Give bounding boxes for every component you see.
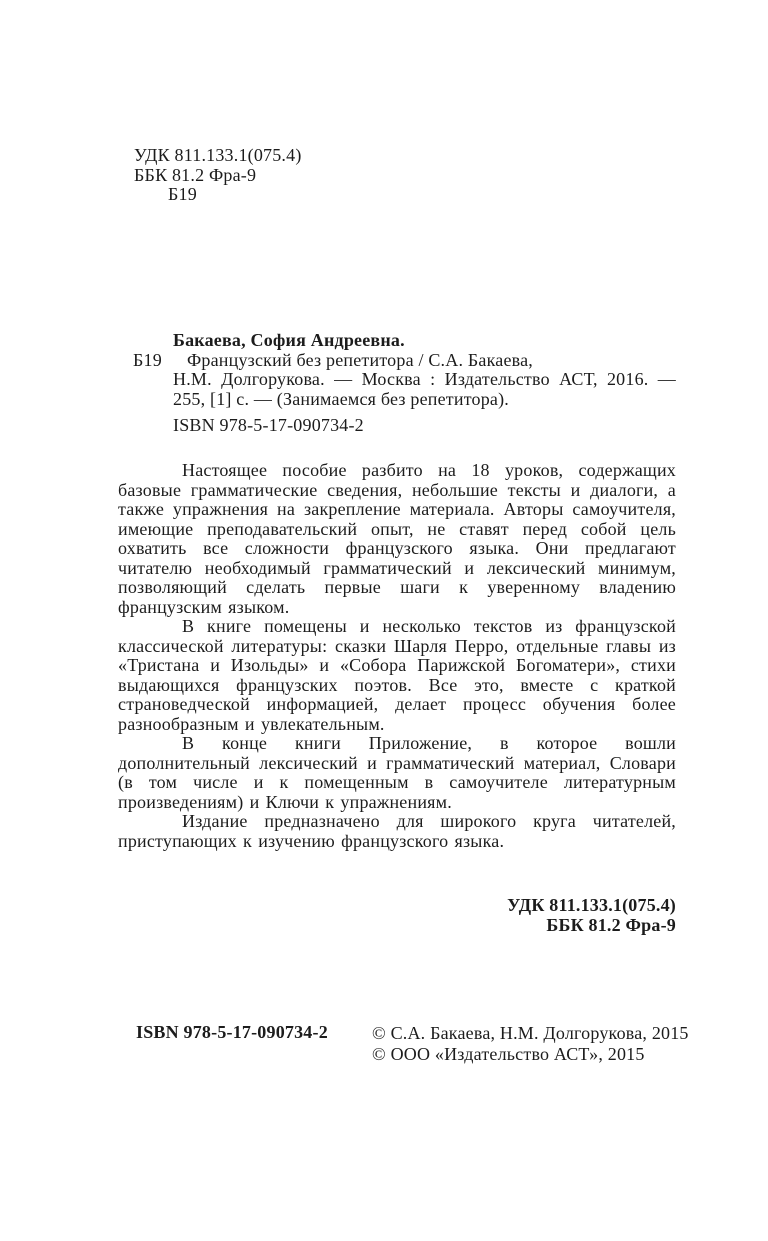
classification-block bbox=[134, 146, 302, 205]
annotation-paragraph: Издание предназначено для широкого круга читателей, приступающих к изучению французского языка. bbox=[118, 811, 676, 851]
catalog-margin-code: Б19 bbox=[133, 349, 162, 370]
udk-code-bottom: УДК 811.133.1(075.4) bbox=[507, 895, 676, 915]
footer-isbn: ISBN 978-5-17-090734-2 bbox=[136, 1022, 328, 1042]
catalog-publisher-line: Н.М. Долгорукова. — Москва : Издательство АСТ, 2016. — bbox=[173, 369, 676, 389]
annotation-text bbox=[118, 461, 676, 851]
catalog-author-heading: Бакаева, София Андреевна. bbox=[173, 330, 405, 350]
copyright-authors: © С.А. Бакаева, Н.М. Долгорукова, 2015 bbox=[372, 1023, 689, 1043]
copyright-publisher: © ООО «Издательство АСТ», 2015 bbox=[372, 1044, 645, 1064]
annotation-paragraph: Настоящее пособие разбито на 18 уроков, содержащих базовые грамматические сведения, небольшие тексты и диалоги, а также упражнения на закрепление материала. Авторы самоучителя, имеющие преподавательский опыт, не ставят перед собой цель охватить все сложности французского языка. Они предлагают читателю необходимый грамматический и лексический минимум, позволяющий сделать первые шаги к уверенному владению французским языком. bbox=[118, 460, 676, 617]
udk-code: УДК 811.133.1(075.4) bbox=[134, 145, 302, 165]
bbk-code: ББК 81.2 Фра-9 bbox=[134, 164, 257, 185]
annotation-paragraph: В конце книги Приложение, в которое вошли дополнительный лексический и грамматический материал, Словари (в том числе и к помещенным в самоучителе литературным произведениям) и Ключи к упражнениям. bbox=[118, 733, 676, 812]
author-sign-code: Б19 bbox=[168, 184, 197, 204]
catalog-title-line: Французский без репетитора / С.А. Бакаева, bbox=[187, 349, 533, 370]
footer-row bbox=[0, 1023, 768, 1083]
copyright-column bbox=[372, 1023, 689, 1065]
annotation-paragraph: В книге помещены и несколько текстов из французской классической литературы: сказки Шарля Перро, отдельные главы из «Тристана и Изольды» и «Собора Парижской Богоматери», стихи выдающихся французских поэтов. Все это, вместе с краткой страноведческой информацией, делает процесс обучения более разнообразным и увлекательным. bbox=[118, 616, 676, 734]
isbn-number: ISBN 978-5-17-090734-2 bbox=[173, 415, 364, 435]
catalog-entry bbox=[133, 330, 676, 409]
bbk-code-bottom: ББК 81.2 Фра-9 bbox=[546, 914, 676, 935]
classification-block-bottom bbox=[507, 896, 676, 935]
catalog-series-line: 255, [1] с. — (Занимаемся без репетитора). bbox=[173, 388, 510, 409]
